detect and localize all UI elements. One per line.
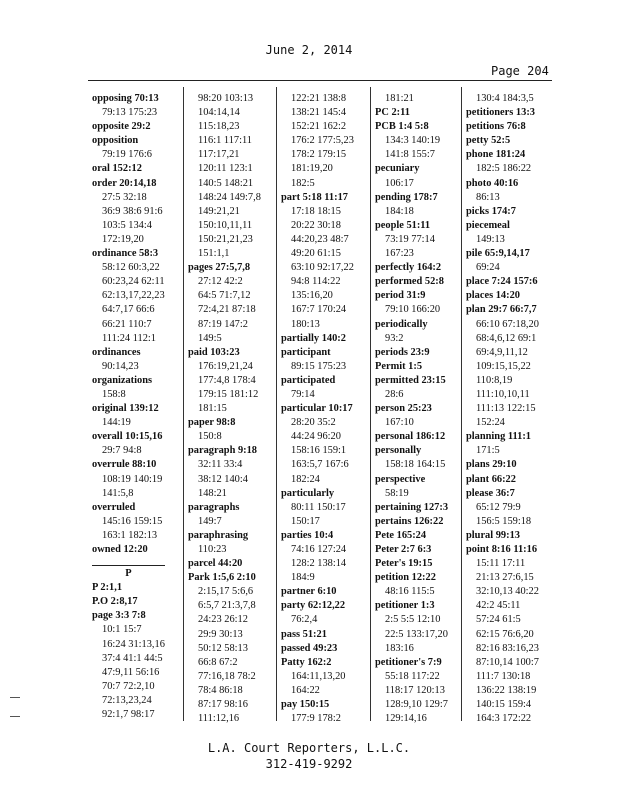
index-entry-page-refs: 50:12 58:13 <box>198 642 248 654</box>
index-entry-page-refs: 111:7 130:18 <box>476 670 531 682</box>
index-entry-term: pertaining 127:3 <box>375 501 449 513</box>
index-entry-term: petitioner's 7:9 <box>375 656 442 668</box>
index-entry-page-refs: 63:10 92:17,22 <box>291 262 354 274</box>
index-entry-term: paraphrasing <box>188 529 249 541</box>
index-entry-page-refs: 89:15 175:23 <box>291 360 347 372</box>
index-entry-page-refs: 32:11 33:4 <box>198 459 243 471</box>
index-entry-page-refs: 58:19 <box>385 487 409 499</box>
index-entry-page-refs: 44:20,23 48:7 <box>291 233 349 245</box>
index-entry-page-refs: 79:10 166:20 <box>385 304 441 316</box>
index-entry-page-refs: 78:4 86:18 <box>198 684 243 696</box>
index-entry-term: plant 66:22 <box>466 473 516 485</box>
index-entry-term: P 2:1,1 <box>92 582 123 594</box>
index-entry-page-refs: 29:7 94:8 <box>102 445 142 457</box>
index-entry-term: piecemeal <box>466 219 510 231</box>
index-entry-term: pertains 126:22 <box>375 515 444 527</box>
index-entry-page-refs: 79:19 176:6 <box>102 149 152 161</box>
index-entry-term: overrule 88:10 <box>92 459 157 471</box>
index-entry-term: planning 111:1 <box>466 431 531 443</box>
index-entry-term: personal 186:12 <box>375 431 446 443</box>
margin-mark <box>10 697 20 698</box>
index-entry-page-refs: 87:10,14 100:7 <box>476 656 539 668</box>
index-entry-page-refs: 148:21 <box>198 487 227 499</box>
index-entry-page-refs: 150:8 <box>198 431 222 443</box>
index-entry-page-refs: 144:19 <box>102 417 131 429</box>
index-entry-page-refs: 128:2 138:14 <box>291 558 347 570</box>
index-entry-term: periodically <box>375 318 428 330</box>
index-entry-page-refs: 44:24 96:20 <box>291 431 341 443</box>
page-date: June 2, 2014 <box>265 43 353 57</box>
column-divider <box>370 87 371 721</box>
index-entry-page-refs: 110:8,19 <box>476 374 513 386</box>
index-entry-page-refs: 47:9,11 56:16 <box>102 666 160 678</box>
column-divider <box>461 87 462 721</box>
index-entry-term: petitioners 13:3 <box>466 107 535 119</box>
index-entry-page-refs: 164:11,13,20 <box>291 670 346 682</box>
index-entry-page-refs: 118:17 120:13 <box>385 684 445 696</box>
index-entry-term: plan 29:7 66:7,7 <box>466 304 537 316</box>
index-entry-page-refs: 167:23 <box>385 248 414 260</box>
index-entry-term: overruled <box>92 501 136 513</box>
index-entry-page-refs: 106:17 <box>385 177 414 189</box>
index-entry-page-refs: 58:12 60:3,22 <box>102 262 160 274</box>
index-entry-page-refs: 149:7 <box>198 515 222 527</box>
footer-company: L.A. Court Reporters, L.L.C. <box>207 741 411 755</box>
index-entry-page-refs: 92:1,7 98:17 <box>102 709 155 721</box>
index-entry-term: particularly <box>281 487 335 499</box>
index-entry-term: opposing 70:13 <box>92 93 159 104</box>
index-entry-term: organizations <box>92 374 153 386</box>
index-entry-page-refs: 117:17,21 <box>198 149 240 161</box>
index-entry-page-refs: 20:22 30:18 <box>291 219 341 231</box>
index-entry-page-refs: 98:20 103:13 <box>198 93 254 104</box>
index-entry-page-refs: 158:8 <box>102 388 126 400</box>
index-entry-page-refs: 77:16,18 78:2 <box>198 670 256 682</box>
index-column-1 <box>92 92 165 722</box>
index-entry-page-refs: 167:7 170:24 <box>291 304 347 316</box>
index-entry-term: PC 2:11 <box>375 107 410 119</box>
index-entry-page-refs: 93:2 <box>385 332 404 344</box>
index-entry-page-refs: 28:20 35:2 <box>291 417 336 429</box>
index-entry-term: perfectly 164:2 <box>375 262 442 274</box>
index-entry-term: people 51:11 <box>375 219 431 231</box>
index-entry-page-refs: 66:21 110:7 <box>102 318 152 330</box>
index-entry-term: P.O 2:8,17 <box>92 596 138 608</box>
index-column-4 <box>375 92 448 726</box>
index-entry-page-refs: 140:5 148:21 <box>198 177 254 189</box>
index-entry-page-refs: 64:5 71:7,12 <box>198 290 251 302</box>
index-entry-page-refs: 79:13 175:23 <box>102 107 158 119</box>
index-entry-term: ordinance 58:3 <box>92 248 159 260</box>
index-entry-page-refs: 74:16 127:24 <box>291 544 347 555</box>
index-entry-page-refs: 181:15 <box>198 403 227 415</box>
index-column-3 <box>281 92 354 726</box>
index-entry-page-refs: 79:14 <box>291 388 315 400</box>
index-entry-term: Peter's 19:15 <box>375 558 433 570</box>
index-entry-term: places 14:20 <box>466 290 520 302</box>
index-entry-term: pass 51:21 <box>281 628 327 640</box>
index-entry-page-refs: 87:17 98:16 <box>198 699 248 711</box>
index-entry-term: petitioner 1:3 <box>375 600 435 612</box>
index-entry-page-refs: 28:6 <box>385 388 404 400</box>
index-entry-page-refs: 158:16 159:1 <box>291 445 347 457</box>
index-entry-page-refs: 184:18 <box>385 205 414 217</box>
index-entry-page-refs: 29:9 30:13 <box>198 628 243 640</box>
index-entry-term: partially 140:2 <box>281 332 346 344</box>
index-entry-page-refs: 109:15,15,22 <box>476 360 531 372</box>
index-entry-page-refs: 37:4 41:1 44:5 <box>102 652 163 664</box>
index-entry-term: participated <box>281 374 336 386</box>
index-entry-term: parties 10:4 <box>281 529 334 541</box>
index-entry-page-refs: 172:19,20 <box>102 233 144 245</box>
index-entry-term: owned 12:20 <box>92 544 148 555</box>
index-entry-page-refs: 128:9,10 129:7 <box>385 699 448 711</box>
index-entry-term: plans 29:10 <box>466 459 517 471</box>
index-entry-page-refs: 182:5 <box>291 177 315 189</box>
margin-mark <box>10 716 20 717</box>
index-entry-term: phone 181:24 <box>466 149 526 161</box>
index-entry-page-refs: 62:15 76:6,20 <box>476 628 534 640</box>
index-entry-page-refs: 151:1,1 <box>198 248 230 260</box>
index-entry-page-refs: 164:3 172:22 <box>476 713 532 725</box>
index-entry-term: petty 52:5 <box>466 135 511 147</box>
index-entry-page-refs: 94:8 114:22 <box>291 276 341 288</box>
index-entry-page-refs: 64:7,17 66:6 <box>102 304 155 316</box>
index-entry-page-refs: 86:13 <box>476 191 500 203</box>
index-entry-page-refs: 167:10 <box>385 417 414 429</box>
index-entry-page-refs: 57:24 61:5 <box>476 614 521 626</box>
index-entry-term: Park 1:5,6 2:10 <box>188 572 256 584</box>
index-entry-page-refs: 22:5 133:17,20 <box>385 628 448 640</box>
index-entry-page-refs: 182:5 186:22 <box>476 163 532 175</box>
index-entry-page-refs: 179:15 181:12 <box>198 388 259 400</box>
index-entry-page-refs: 176:19,21,24 <box>198 360 253 372</box>
index-entry-term: photo 40:16 <box>466 177 519 189</box>
index-entry-term: permitted 23:15 <box>375 374 446 386</box>
index-entry-term: participant <box>281 346 331 358</box>
index-entry-page-refs: 164:22 <box>291 684 320 696</box>
index-entry-page-refs: 149:13 <box>476 233 505 245</box>
index-entry-page-refs: 158:18 164:15 <box>385 459 446 471</box>
index-entry-page-refs: 163:1 182:13 <box>102 529 158 541</box>
index-entry-page-refs: 152:24 <box>476 417 505 429</box>
index-entry-page-refs: 150:10,11,11 <box>198 219 253 231</box>
index-entry-page-refs: 163:5,7 167:6 <box>291 459 349 471</box>
index-entry-page-refs: 87:19 147:2 <box>198 318 248 330</box>
index-entry-page-refs: 21:13 27:6,15 <box>476 572 534 584</box>
index-entry-page-refs: 135:16,20 <box>291 290 333 302</box>
index-entry-page-refs: 60:23,24 62:11 <box>102 276 165 288</box>
index-entry-page-refs: 42:2 45:11 <box>476 600 521 612</box>
index-entry-term: picks 174:7 <box>466 205 516 217</box>
index-entry-page-refs: 150:21,21,23 <box>198 233 253 245</box>
index-entry-term: paragraph 9:18 <box>188 445 257 457</box>
index-entry-page-refs: 181:19,20 <box>291 163 333 175</box>
index-entry-page-refs: 120:11 123:1 <box>198 163 253 175</box>
index-entry-page-refs: 17:18 18:15 <box>291 205 341 217</box>
index-entry-term: perspective <box>375 473 426 485</box>
column-divider <box>183 87 184 721</box>
index-entry-page-refs: 110:23 <box>198 544 227 555</box>
index-entry-page-refs: 82:16 83:16,23 <box>476 642 539 654</box>
index-entry-page-refs: 103:5 134:4 <box>102 219 152 231</box>
index-entry-page-refs: 69:4,9,11,12 <box>476 346 528 358</box>
index-entry-page-refs: 108:19 140:19 <box>102 473 163 485</box>
index-entry-page-refs: 149:21,21 <box>198 205 240 217</box>
column-divider <box>276 87 277 721</box>
index-entry-term: Patty 162:2 <box>281 656 332 668</box>
index-entry-page-refs: 148:24 149:7,8 <box>198 191 261 203</box>
index-entry-term: petition 12:22 <box>375 572 436 584</box>
index-entry-term: petitions 76:8 <box>466 121 526 133</box>
index-entry-page-refs: 177:4,8 178:4 <box>198 374 256 386</box>
index-entry-page-refs: 111:13 122:15 <box>476 403 536 415</box>
index-entry-page-refs: 178:2 179:15 <box>291 149 347 161</box>
index-entry-term: pending 178:7 <box>375 191 438 203</box>
index-entry-page-refs: 68:4,6,12 69:1 <box>476 332 537 344</box>
index-entry-page-refs: 32:10,13 40:22 <box>476 586 539 598</box>
index-entry-term: pay 150:15 <box>281 699 330 711</box>
index-entry-page-refs: 66:8 67:2 <box>198 656 238 668</box>
section-rule <box>92 557 165 566</box>
index-entry-term: periods 23:9 <box>375 346 430 358</box>
index-entry-term: Permit 1:5 <box>375 360 423 372</box>
index-entry-term: page 3:3 7:8 <box>92 610 146 622</box>
index-entry-page-refs: 183:16 <box>385 642 414 654</box>
index-entry-page-refs: 72:4,21 87:18 <box>198 304 256 316</box>
index-entry-term: oral 152:12 <box>92 163 142 175</box>
index-entry-term: pages 27:5,7,8 <box>188 262 251 274</box>
index-entry-page-refs: 27:12 42:2 <box>198 276 243 288</box>
index-entry-page-refs: 10:1 15:7 <box>102 624 142 636</box>
index-entry-term: opposition <box>92 135 139 147</box>
index-entry-term: party 62:12,22 <box>281 600 346 612</box>
index-entry-term: Peter 2:7 6:3 <box>375 544 432 555</box>
index-entry-page-refs: 66:10 67:18,20 <box>476 318 539 330</box>
index-entry-page-refs: 130:4 184:3,5 <box>476 93 534 104</box>
index-entry-page-refs: 140:15 159:4 <box>476 699 532 711</box>
index-entry-page-refs: 182:24 <box>291 473 320 485</box>
index-entry-term: person 25:23 <box>375 403 432 415</box>
index-entry-term: ordinances <box>92 346 141 358</box>
index-entry-page-refs: 180:13 <box>291 318 320 330</box>
index-entry-term: Pete 165:24 <box>375 529 427 541</box>
index-entry-page-refs: 145:16 159:15 <box>102 515 163 527</box>
index-entry-term: paper 98:8 <box>188 417 236 429</box>
index-table <box>88 80 552 725</box>
index-entry-term: partner 6:10 <box>281 586 337 598</box>
index-entry-page-refs: 36:9 38:6 91:6 <box>102 205 163 217</box>
index-entry-page-refs: 2:5 5:5 12:10 <box>385 614 441 626</box>
index-entry-term: paid 103:23 <box>188 346 240 358</box>
index-entry-page-refs: 38:12 140:4 <box>198 473 248 485</box>
index-entry-term: place 7:24 157:6 <box>466 276 538 288</box>
index-entry-page-refs: 16:24 31:13,16 <box>102 638 165 650</box>
index-entry-page-refs: 129:14,16 <box>385 713 427 725</box>
index-entry-page-refs: 111:24 112:1 <box>102 332 156 344</box>
index-entry-page-refs: 115:18,23 <box>198 121 240 133</box>
index-entry-page-refs: 138:21 145:4 <box>291 107 347 119</box>
index-entry-term: parcel 44:20 <box>188 558 243 570</box>
index-entry-page-refs: 104:14,14 <box>198 107 240 119</box>
index-entry-page-refs: 65:12 79:9 <box>476 501 521 513</box>
index-entry-term: plural 99:13 <box>466 529 520 541</box>
index-entry-page-refs: 69:24 <box>476 262 500 274</box>
index-entry-page-refs: 141:8 155:7 <box>385 149 435 161</box>
index-entry-page-refs: 177:9 178:2 <box>291 713 341 725</box>
index-entry-term: part 5:18 11:17 <box>281 191 348 203</box>
index-entry-page-refs: 111:12,16 <box>198 713 240 725</box>
index-entry-page-refs: 171:5 <box>476 445 500 457</box>
index-entry-page-refs: 55:18 117:22 <box>385 670 440 682</box>
index-entry-page-refs: 49:20 61:15 <box>291 248 341 260</box>
index-entry-term: overall 10:15,16 <box>92 431 163 443</box>
index-entry-term: personally <box>375 445 422 457</box>
section-letter: P <box>125 568 132 580</box>
index-column-5 <box>466 92 539 726</box>
index-entry-term: period 31:9 <box>375 290 426 302</box>
index-entry-page-refs: 150:17 <box>291 515 320 527</box>
index-entry-page-refs: 62:13,17,22,23 <box>102 290 165 302</box>
index-entry-page-refs: 90:14,23 <box>102 360 139 372</box>
index-entry-page-refs: 76:2,4 <box>291 614 318 626</box>
index-entry-term: particular 10:17 <box>281 403 353 415</box>
footer-phone: 312-419-9292 <box>265 757 353 771</box>
index-entry-term: paragraphs <box>188 501 240 513</box>
index-entry-term: performed 52:8 <box>375 276 444 288</box>
index-column-2 <box>188 92 261 726</box>
index-entry-term: original 139:12 <box>92 403 159 415</box>
index-entry-page-refs: 152:21 162:2 <box>291 121 347 133</box>
index-entry-term: pile 65:9,14,17 <box>466 248 530 260</box>
index-entry-page-refs: 72:13,23,24 <box>102 694 152 706</box>
index-entry-page-refs: 181:21 <box>385 93 414 104</box>
index-entry-page-refs: 73:19 77:14 <box>385 233 435 245</box>
index-entry-page-refs: 136:22 138:19 <box>476 684 537 696</box>
index-entry-page-refs: 156:5 159:18 <box>476 515 532 527</box>
index-entry-page-refs: 6:5,7 21:3,7,8 <box>198 600 256 612</box>
index-entry-page-refs: 134:3 140:19 <box>385 135 441 147</box>
index-entry-page-refs: 111:10,10,11 <box>476 388 530 400</box>
index-entry-term: please 36:7 <box>466 487 515 499</box>
index-entry-page-refs: 48:16 115:5 <box>385 586 435 598</box>
index-entry-page-refs: 116:1 117:11 <box>198 135 252 147</box>
index-entry-page-refs: 24:23 26:12 <box>198 614 248 626</box>
index-entry-page-refs: 141:5,8 <box>102 487 134 499</box>
index-entry-page-refs: 80:11 150:17 <box>291 501 346 513</box>
index-entry-page-refs: 122:21 138:8 <box>291 93 347 104</box>
index-entry-term: passed 49:23 <box>281 642 338 654</box>
index-entry-page-refs: 27:5 32:18 <box>102 191 147 203</box>
index-entry-page-refs: 70:7 72:2,10 <box>102 680 155 692</box>
index-entry-term: point 8:16 11:16 <box>466 544 538 555</box>
index-entry-term: pecuniary <box>375 163 420 175</box>
index-entry-term: opposite 29:2 <box>92 121 151 133</box>
index-entry-page-refs: 184:9 <box>291 572 315 584</box>
index-entry-page-refs: 2:15,17 5:6,6 <box>198 586 254 598</box>
index-entry-term: order 20:14,18 <box>92 177 157 189</box>
index-entry-page-refs: 149:5 <box>198 332 222 344</box>
index-entry-page-refs: 176:2 177:5,23 <box>291 135 354 147</box>
index-entry-term: PCB 1:4 5:8 <box>375 121 429 133</box>
page-number: Page 204 <box>491 64 549 78</box>
index-entry-page-refs: 15:11 17:11 <box>476 558 526 570</box>
